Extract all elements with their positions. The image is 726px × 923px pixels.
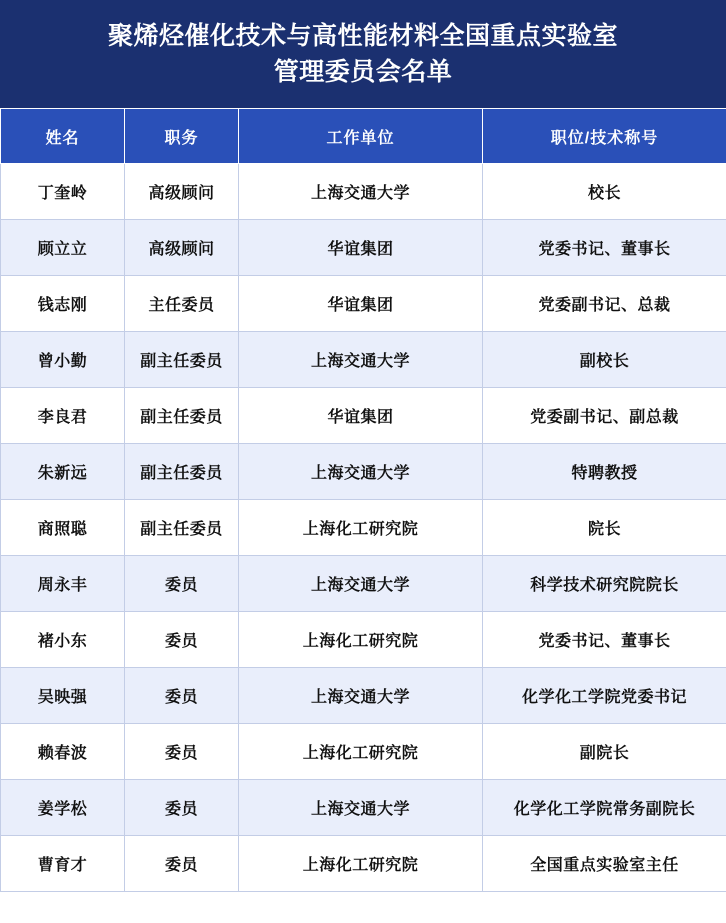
cell-name: 曾小勤	[1, 332, 125, 388]
cell-role: 高级顾问	[125, 164, 239, 220]
cell-role: 副主任委员	[125, 388, 239, 444]
cell-role: 高级顾问	[125, 220, 239, 276]
table-row	[1, 780, 726, 836]
cell-position: 全国重点实验室主任	[483, 836, 726, 892]
cell-name: 钱志刚	[1, 276, 125, 332]
page-title-line-1: 聚烯烃催化技术与高性能材料全国重点实验室	[107, 21, 618, 50]
cell-name: 赖春波	[1, 724, 125, 780]
table-row	[1, 276, 726, 332]
table-row	[1, 668, 726, 724]
table-row	[1, 388, 726, 444]
table-body	[1, 164, 726, 892]
table-row	[1, 332, 726, 388]
table-row	[1, 556, 726, 612]
cell-name: 姜学松	[1, 780, 125, 836]
cell-position: 化学化工学院常务副院长	[483, 780, 726, 836]
cell-name: 顾立立	[1, 220, 125, 276]
cell-role: 委员	[125, 668, 239, 724]
cell-organization: 上海化工研究院	[239, 612, 483, 668]
cell-position: 科学技术研究院院长	[483, 556, 726, 612]
cell-organization: 上海化工研究院	[239, 500, 483, 556]
cell-position: 校长	[483, 164, 726, 220]
table-row	[1, 724, 726, 780]
table-row	[1, 220, 726, 276]
cell-position: 党委书记、董事长	[483, 612, 726, 668]
cell-organization: 上海交通大学	[239, 164, 483, 220]
cell-position: 院长	[483, 500, 726, 556]
cell-name: 李良君	[1, 388, 125, 444]
cell-organization: 上海交通大学	[239, 668, 483, 724]
cell-name: 吴映强	[1, 668, 125, 724]
cell-name: 曹育才	[1, 836, 125, 892]
table-row	[1, 500, 726, 556]
cell-organization: 上海交通大学	[239, 780, 483, 836]
table-row	[1, 612, 726, 668]
cell-position: 党委副书记、总裁	[483, 276, 726, 332]
cell-role: 委员	[125, 612, 239, 668]
cell-organization: 上海化工研究院	[239, 836, 483, 892]
cell-organization: 上海交通大学	[239, 444, 483, 500]
cell-role: 委员	[125, 780, 239, 836]
column-header-organization: 工作单位	[239, 109, 483, 164]
table-row	[1, 164, 726, 220]
cell-role: 委员	[125, 724, 239, 780]
cell-position: 副院长	[483, 724, 726, 780]
cell-role: 副主任委员	[125, 332, 239, 388]
column-header-position: 职位/技术称号	[483, 109, 726, 164]
cell-organization: 上海化工研究院	[239, 724, 483, 780]
cell-position: 党委书记、董事长	[483, 220, 726, 276]
cell-position: 党委副书记、副总裁	[483, 388, 726, 444]
document-title-bar	[0, 0, 726, 108]
cell-organization: 上海交通大学	[239, 556, 483, 612]
cell-organization: 华谊集团	[239, 388, 483, 444]
cell-organization: 上海交通大学	[239, 332, 483, 388]
cell-position: 副校长	[483, 332, 726, 388]
table-row	[1, 444, 726, 500]
cell-role: 主任委员	[125, 276, 239, 332]
column-header-role: 职务	[125, 109, 239, 164]
cell-role: 副主任委员	[125, 444, 239, 500]
page-title-line-2: 管理委员会名单	[273, 58, 453, 86]
cell-name: 朱新远	[1, 444, 125, 500]
cell-position: 化学化工学院党委书记	[483, 668, 726, 724]
cell-name: 周永丰	[1, 556, 125, 612]
cell-name: 丁奎岭	[1, 164, 125, 220]
cell-name: 褚小东	[1, 612, 125, 668]
committee-table	[0, 108, 726, 892]
table-header-row	[1, 109, 726, 164]
cell-organization: 华谊集团	[239, 220, 483, 276]
cell-name: 商照聪	[1, 500, 125, 556]
column-header-name: 姓名	[1, 109, 125, 164]
table-row	[1, 836, 726, 892]
cell-organization: 华谊集团	[239, 276, 483, 332]
cell-role: 委员	[125, 836, 239, 892]
cell-position: 特聘教授	[483, 444, 726, 500]
page-title	[108, 18, 618, 91]
cell-role: 委员	[125, 556, 239, 612]
cell-role: 副主任委员	[125, 500, 239, 556]
